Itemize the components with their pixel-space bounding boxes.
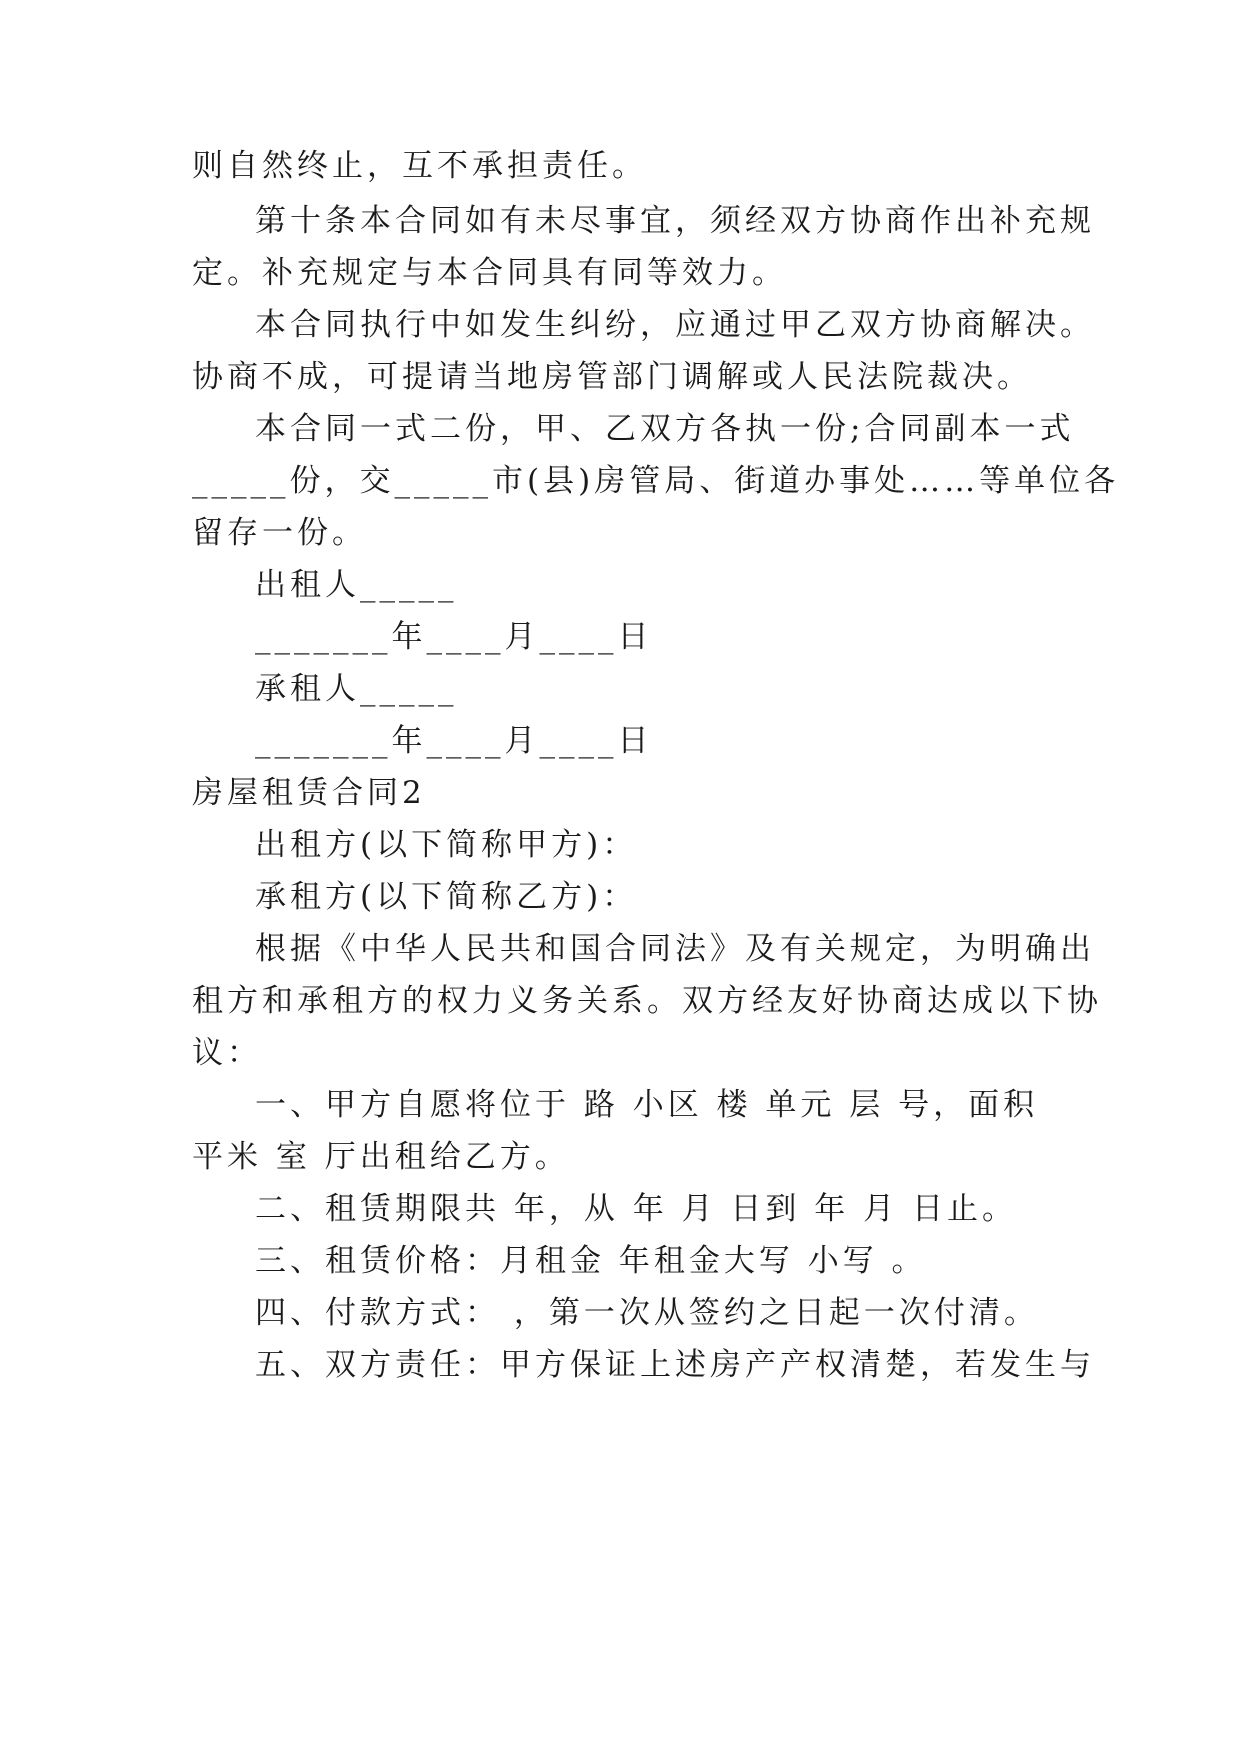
paragraph-line: 第十条本合同如有未尽事宜，须经双方协商作出补充规: [255, 203, 1095, 239]
paragraph-line: 留存一份。: [192, 515, 367, 551]
paragraph-line: 租方和承租方的权力义务关系。双方经友好协商达成以下协: [192, 983, 1102, 1019]
paragraph-line: 定。补充规定与本合同具有同等效力。: [192, 255, 787, 291]
clause-line: 一、甲方自愿将位于 路 小区 楼 单元 层 号，面积: [255, 1087, 1039, 1123]
clause-line: 四、付款方式： ，第一次从签约之日起一次付清。: [255, 1295, 1039, 1331]
paragraph-line: 根据《中华人民共和国合同法》及有关规定，为明确出: [255, 931, 1095, 967]
party-line: 出租方(以下简称甲方)：: [255, 827, 638, 863]
paragraph-line: 本合同执行中如发生纠纷，应通过甲乙双方协商解决。: [255, 307, 1095, 343]
date-line: _______年____月____日: [255, 619, 653, 655]
paragraph-line: _____份，交_____市(县)房管局、街道办事处……等单位各: [192, 463, 1120, 499]
paragraph-line: 则自然终止，互不承担责任。: [192, 148, 647, 184]
section-heading: 房屋租赁合同2: [192, 775, 426, 811]
clause-line: 二、租赁期限共 年，从 年 月 日到 年 月 日止。: [255, 1191, 1017, 1227]
party-line: 承租方(以下简称乙方)：: [255, 879, 638, 915]
paragraph-line: 协商不成，可提请当地房管部门调解或人民法院裁决。: [192, 359, 1032, 395]
clause-line: 五、双方责任：甲方保证上述房产产权清楚，若发生与: [255, 1347, 1095, 1383]
clause-line: 平米 室 厅出租给乙方。: [192, 1139, 570, 1175]
signature-lessee-line: 承租人_____: [255, 671, 458, 707]
clause-line: 三、租赁价格：月租金 年租金大写 小写 。: [255, 1243, 927, 1279]
date-line: _______年____月____日: [255, 723, 653, 759]
paragraph-line: 本合同一式二份，甲、乙双方各执一份;合同副本一式: [255, 411, 1075, 447]
paragraph-line: 议：: [192, 1035, 262, 1071]
signature-lessor-line: 出租人_____: [255, 567, 458, 603]
